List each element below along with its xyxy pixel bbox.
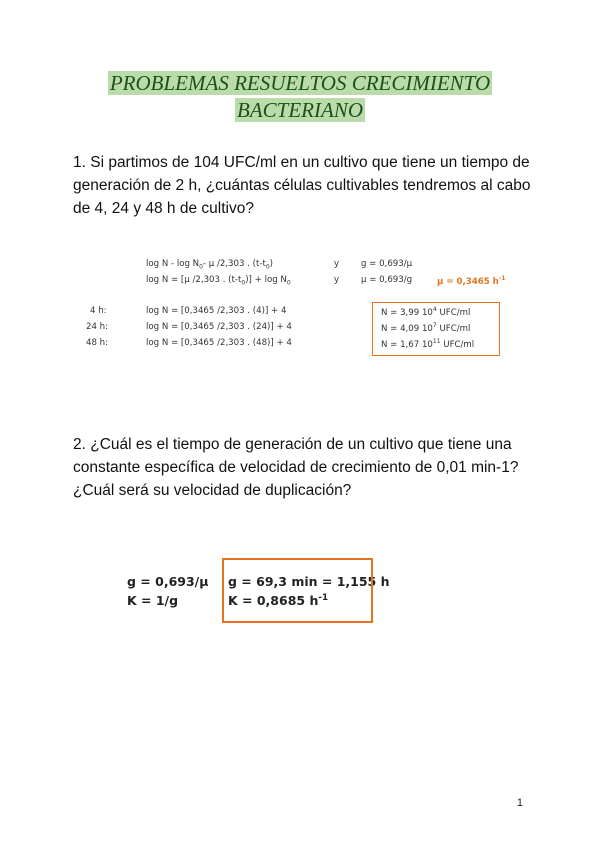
- row-time: 24 h:: [86, 322, 109, 332]
- title-line-1: PROBLEMAS RESUELTOS CRECIMIENTO: [109, 71, 491, 95]
- row-result: N = 1,67 $10^{11}$ UFC/ml: [381, 338, 475, 350]
- row-formula: log N = [0,3465 /2,303 . (4)] + 4: [146, 306, 287, 316]
- row-result: N = 3,99 $10^4$ UFC/ml: [381, 306, 471, 318]
- formula-a-y: y: [334, 259, 340, 269]
- problem-2-question: 2. ¿Cuál es el tiempo de generación de un cultivo que tiene una constante específica de velocidad de crecimiento de 0,01 min-1? ¿Cuál será su velocidad de duplicación?: [73, 436, 519, 499]
- right-line-1: g = 69,3 min = 1,155 h: [228, 574, 390, 589]
- formula-a-right: g = 0,693/μ: [361, 259, 413, 269]
- problem-1-question: 1. Si partimos de 104 UFC/ml en un cultivo que tiene un tiempo de generación de 2 h, ¿cuántas células cultivables tendremos al cabo de 4, 24 y 48 h de cultivo?: [73, 154, 531, 217]
- row-formula: log N = [0,3465 /2,303 . (24)] + 4: [146, 322, 292, 332]
- page-number: 1: [516, 797, 523, 809]
- formula-b-right: μ = 0,693/g: [361, 275, 413, 285]
- formula-b-y: y: [334, 275, 340, 285]
- row-formula: log N = [0,3465 /2,303 . (48)] + 4: [146, 338, 292, 348]
- formula-b-left: log N = [μ /2,303 . $(t-t_0)] + \log N_0$: [146, 275, 291, 287]
- row-time: 4 h:: [90, 306, 107, 316]
- title-line-2: BACTERIANO: [237, 98, 363, 122]
- row-result: N = 4,09 $10^7$ UFC/ml: [381, 322, 471, 334]
- result-box-2: [222, 558, 373, 623]
- right-line-2: K = 0,8685 $h^{-1}$: [228, 593, 329, 609]
- mu-result: μ = 0,3465 $h^{-1}$: [437, 275, 506, 287]
- row-time: 48 h:: [86, 338, 109, 348]
- left-line-2: K = 1/g: [127, 593, 179, 608]
- formula-a-left: log N - $\log N_0-$ μ /2,303 . $(t-t_0)$: [146, 259, 274, 271]
- left-line-1: g = 0,693/μ: [127, 574, 209, 589]
